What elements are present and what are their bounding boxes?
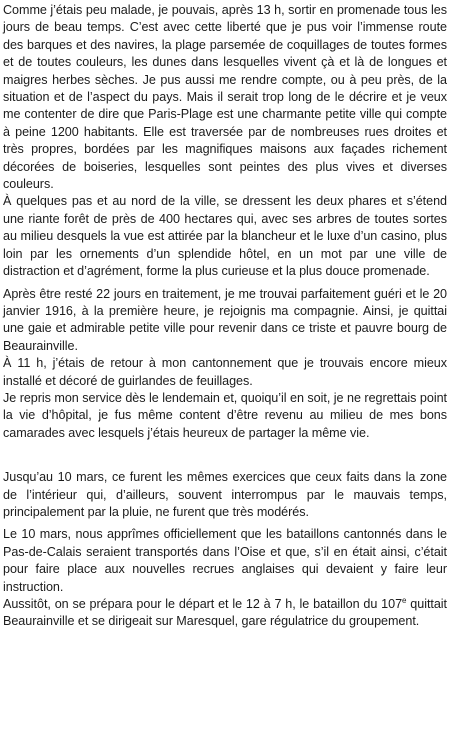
paragraph-forest-promenade: À quelques pas et au nord de la ville, se dressent les deux phares et s’étend une riante forêt de près de 400 hectares qui, avec ses arbres de toutes sortes au milieu desquels la vue est attirée par la blancheur et le luxe d’un casino, plus loin par les ornements d’un splendide hôtel, en un mot par une ville de distraction et d’agrément, forme la plus curieuse et la plus douce promenade. <box>3 194 447 279</box>
section-gap <box>3 442 447 469</box>
paragraph-cantonment: À 11 h, j’étais de retour à mon cantonnement que je trouvais encore mieux installé et décoré de guirlandes de feuillages. <box>3 356 447 388</box>
departure-text-start: Aussitôt, on se prépara pour le départ et le 12 à 7 h, le bataillon du 107 <box>3 597 403 611</box>
ordinal-superscript: e <box>402 596 407 605</box>
departure-text-end: quittait Beaurainville et se dirigeait sur Maresquel, gare régulatrice du groupement. <box>3 597 447 629</box>
paragraph-paris-plage: Comme j’étais peu malade, je pouvais, après 13 h, sortir en promenade tous les jours de beau temps. C’est avec cette liberté que je pus voir l’immense route des barques et des navires, la plage parsemée de coquillages de toutes formes et de toutes couleurs, les dunes dans lesquelles vivent çà et là de longues et maigres herbes sèches. Je pus aussi me rendre compte, ou à peu près, de la situation et de l’aspect du pays. Mais il serait trop long de le décrire et je veux me contenter de dire que Paris-Plage est une charmante petite ville qui compte à peine 1200 habitants. Elle est traversée par de nombreuses rues droites et très propres, bordées par les magnifiques maisons aux façades richement décorées de boiseries, lesquelles sont peintes des plus vives et diverses couleurs. <box>3 3 447 192</box>
paragraph-march-10: Le 10 mars, nous apprîmes officiellement que les bataillons cantonnés dans le Pas-de-Calais seraient transportés dans l’Oise et que, s’il en était ainsi, c’était pour faire place aux nouvelles recrues anglaises qui devaient y faire leur instruction. <box>3 527 447 594</box>
paragraph-exercises: Jusqu’au 10 mars, ce furent les mêmes exercices que ceux faits dans la zone de l’intérieur qui, d’ailleurs, souvent interrompus par le mauvais temps, principalement par la pluie, ne furent que très modérés. <box>3 470 447 519</box>
paragraph-departure <box>3 596 447 631</box>
paragraph-return-company: Après être resté 22 jours en traitement, je me trouvai parfaitement guéri et le 20 janvier 1916, à la première heure, je rejoignis ma compagnie. Ainsi, je quittai une gaie et admirable petite ville pour revenir dans ce triste et pauvre bourg de Beaurainville. <box>3 286 447 353</box>
paragraph-service-resumed: Je repris mon service dès le lendemain et, quoiqu’il en soit, je ne regrettais point la vie d’hôpital, je fus même content d’être revenu au milieu de mes bons camarades avec lesquels j’étais heureux de partager la même vie. <box>3 390 447 440</box>
